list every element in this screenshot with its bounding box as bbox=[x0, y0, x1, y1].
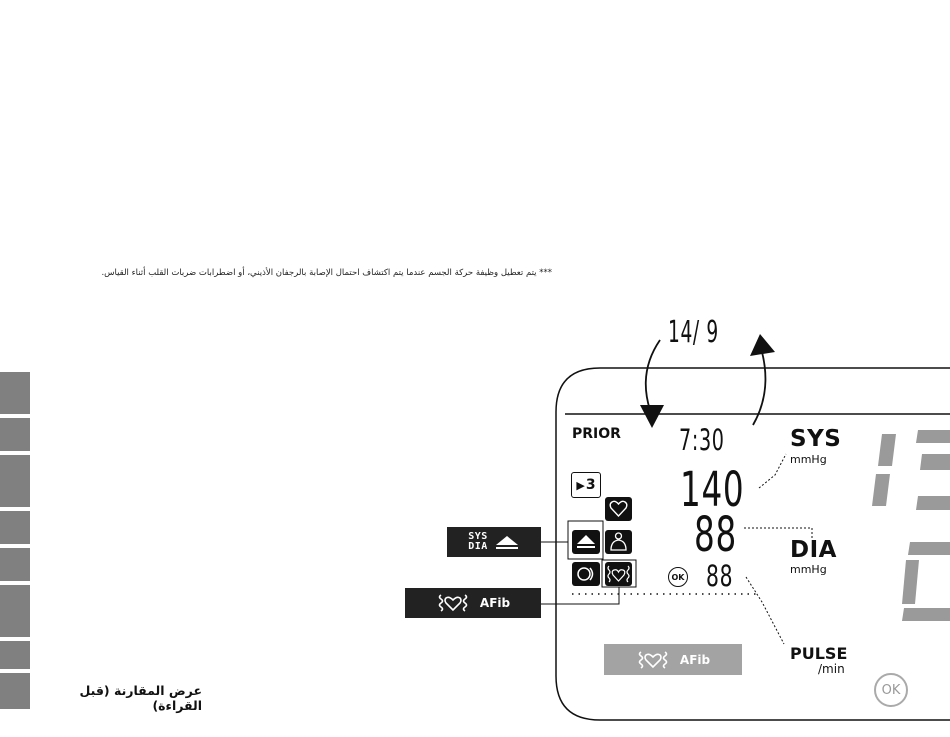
afib-heart-icon bbox=[636, 650, 670, 670]
sys-value: 140 bbox=[680, 462, 745, 518]
ok-big-icon: OK bbox=[874, 673, 908, 707]
afib-callout-line bbox=[541, 587, 619, 604]
date-readout: 14/ 9 bbox=[668, 315, 719, 350]
footnote: *** يتم تعطيل وظيفة حركة الجسم عندما يتم اكتشاف احتمال الإصابة بالرجفان الأذيني، أو اضطرابات ضربات القلب أثناء القياس. bbox=[101, 268, 552, 278]
afib-legend-label: AFib bbox=[479, 596, 511, 610]
afib-indicator bbox=[604, 644, 742, 675]
arrow-head-down bbox=[640, 405, 664, 428]
cuff-wrap-icon bbox=[572, 562, 600, 586]
cycle-arrow-left bbox=[646, 340, 660, 410]
prior-label: PRIOR bbox=[572, 426, 621, 442]
sys-label: SYS bbox=[790, 426, 842, 452]
section-title: عرض المقارنة (قبل القراءة) bbox=[79, 683, 202, 713]
partial-big-digits bbox=[872, 430, 950, 621]
ok-small-icon: OK bbox=[668, 567, 688, 587]
pulse-unit: /min bbox=[818, 662, 845, 676]
sys-dia-legend-text: SYS DIA bbox=[468, 531, 488, 552]
pulse-label: PULSE bbox=[790, 644, 848, 663]
play-icon: ▶ bbox=[576, 478, 585, 492]
sys-leader bbox=[759, 454, 786, 488]
pulse-leader bbox=[746, 577, 784, 644]
memory-badge: ▶ 3 bbox=[571, 472, 601, 498]
irregular-heartbeat-icon bbox=[605, 497, 632, 521]
afib-indicator-label: AFib bbox=[679, 652, 711, 667]
arrow-head-up bbox=[750, 334, 775, 356]
sys-unit: mmHg bbox=[790, 453, 827, 466]
dia-value: 88 bbox=[694, 507, 737, 563]
time-readout: 7:30 bbox=[679, 423, 725, 457]
dia-label: DIA bbox=[790, 537, 837, 563]
pulse-value: 88 bbox=[706, 559, 734, 593]
dia-unit: mmHg bbox=[790, 563, 827, 576]
